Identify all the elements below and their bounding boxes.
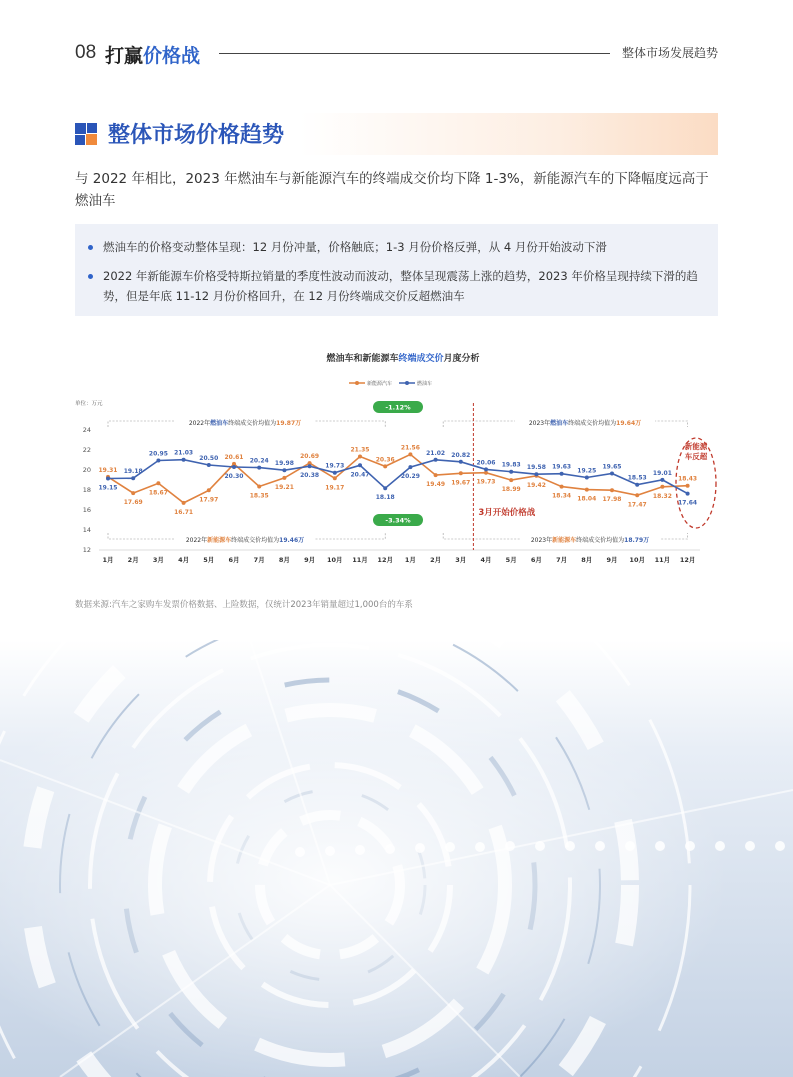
nev-data-label: 21.56 bbox=[400, 444, 420, 452]
fuel-data-label: 19.18 bbox=[123, 468, 143, 476]
nev-data-label: 19.67 bbox=[451, 479, 471, 487]
fuel-point bbox=[610, 472, 614, 476]
x-tick-label: 1月 bbox=[102, 556, 114, 564]
fuel-data-label: 19.98 bbox=[274, 460, 294, 468]
fuel-data-label: 20.30 bbox=[224, 473, 244, 480]
fuel-point bbox=[585, 476, 589, 480]
nev-data-label: 17.47 bbox=[627, 501, 647, 509]
nev-point bbox=[560, 485, 564, 489]
nev-data-label: 18.32 bbox=[652, 492, 672, 500]
fuel-data-label: 20.38 bbox=[300, 472, 320, 480]
nev-data-label: 19.42 bbox=[526, 481, 546, 489]
finding-item: 燃油车的价格变动整体呈现：12 月份冲量，价格触底；1-3 月份价格反弹，从 4 月份开始波动下滑 bbox=[103, 237, 703, 257]
fuel-point bbox=[282, 468, 286, 472]
y-tick-label: 12 bbox=[82, 546, 91, 554]
fuel-change-label: -1.12% bbox=[385, 403, 411, 412]
x-tick-label: 10月 bbox=[327, 556, 343, 564]
fuel-data-label: 21.03 bbox=[174, 449, 194, 457]
nev-point bbox=[408, 452, 412, 456]
chart-svg bbox=[75, 345, 718, 575]
x-tick-label: 4月 bbox=[480, 556, 492, 564]
y-tick-label: 24 bbox=[82, 426, 91, 434]
fuel-point bbox=[383, 486, 387, 490]
price-trend-chart bbox=[75, 345, 718, 575]
x-tick-label: 8月 bbox=[278, 556, 290, 564]
nev-data-label: 17.98 bbox=[602, 496, 622, 504]
fuel-point bbox=[156, 459, 160, 463]
section-title-band bbox=[75, 113, 718, 155]
x-axis bbox=[102, 556, 695, 564]
nev-data-label: 17.97 bbox=[199, 496, 219, 504]
fuel-point bbox=[131, 476, 135, 480]
fuel-point bbox=[459, 460, 463, 464]
data-source-note: 数据来源:汽车之家购车发票价格数据、上险数据，仅统计2023年销量超过1,000台的车系 bbox=[75, 600, 413, 610]
nev-point bbox=[333, 476, 337, 480]
nev-data-label: 20.36 bbox=[375, 456, 395, 464]
section-name: 整体市场发展趋势 bbox=[621, 46, 718, 60]
x-tick-label: 4月 bbox=[178, 556, 190, 564]
y-tick-label: 22 bbox=[82, 446, 91, 454]
x-tick-label: 11月 bbox=[352, 556, 368, 564]
fuel-point bbox=[182, 458, 186, 462]
y-tick-label: 18 bbox=[82, 486, 91, 494]
nev-data-label: 19.49 bbox=[426, 481, 446, 489]
nev-point bbox=[635, 493, 639, 497]
fuel-data-label: 18.53 bbox=[627, 474, 647, 482]
x-tick-label: 7月 bbox=[556, 556, 568, 564]
nev-data-label: 19.73 bbox=[476, 478, 496, 486]
nev-data-label: 19.31 bbox=[98, 466, 118, 474]
legend bbox=[349, 380, 432, 387]
x-tick-label: 6月 bbox=[530, 556, 542, 564]
average-label: 2023年新能源车终端成交价均值为18.79万 bbox=[530, 537, 650, 544]
fuel-point bbox=[635, 483, 639, 487]
x-tick-label: 9月 bbox=[304, 556, 316, 564]
fuel-point bbox=[333, 471, 337, 475]
nev-point bbox=[358, 455, 362, 459]
nev-point bbox=[131, 491, 135, 495]
nev-point bbox=[383, 464, 387, 468]
overtake-label-line1: 新能源 bbox=[684, 442, 708, 451]
y-tick-label: 16 bbox=[82, 506, 91, 514]
x-tick-label: 6月 bbox=[228, 556, 240, 564]
fuel-data-label: 19.58 bbox=[526, 464, 546, 472]
nev-point bbox=[660, 485, 664, 489]
fuel-data-label: 19.73 bbox=[325, 462, 345, 470]
x-tick-label: 8月 bbox=[581, 556, 593, 564]
fuel-data-label: 19.25 bbox=[577, 467, 597, 475]
average-label: 2022年新能源车终端成交价均值为19.46万 bbox=[185, 537, 305, 544]
fuel-point bbox=[232, 465, 236, 469]
data-labels bbox=[99, 444, 698, 516]
key-findings-box bbox=[75, 224, 718, 316]
x-tick-label: 1月 bbox=[404, 556, 416, 564]
brand-highlight: 价格战 bbox=[143, 45, 201, 67]
unit-label: 单位：万元 bbox=[75, 401, 103, 407]
fuel-point bbox=[560, 472, 564, 476]
x-tick-label: 5月 bbox=[203, 556, 215, 564]
page-header bbox=[75, 38, 718, 68]
y-tick-label: 20 bbox=[82, 466, 91, 474]
legend-nev: 新能源汽车 bbox=[367, 381, 393, 387]
fuel-data-label: 19.65 bbox=[602, 463, 622, 471]
report-brand bbox=[105, 41, 200, 68]
x-tick-label: 11月 bbox=[654, 556, 671, 564]
fuel-point bbox=[358, 463, 362, 467]
fuel-point bbox=[484, 467, 488, 471]
x-tick-label: 12月 bbox=[679, 556, 696, 564]
fuel-data-label: 20.24 bbox=[249, 457, 269, 465]
fuel-data-label: 19.01 bbox=[652, 469, 672, 477]
fuel-data-label: 20.95 bbox=[148, 450, 168, 458]
fuel-data-label: 21.02 bbox=[426, 449, 446, 457]
nev-data-label: 17.69 bbox=[123, 499, 143, 507]
fuel-data-label: 20.50 bbox=[199, 455, 219, 462]
squares-icon bbox=[75, 123, 97, 145]
fuel-data-label: 20.82 bbox=[451, 451, 471, 459]
nev-point bbox=[509, 478, 513, 482]
nev-data-label: 21.35 bbox=[350, 446, 370, 454]
nev-data-label: 18.34 bbox=[552, 492, 572, 500]
legend-fuel: 燃油车 bbox=[417, 381, 433, 387]
x-tick-label: 3月 bbox=[152, 556, 164, 564]
nev-point bbox=[207, 488, 211, 492]
nev-data-label: 18.67 bbox=[148, 489, 168, 497]
fuel-data-label: 17.64 bbox=[678, 499, 698, 507]
nev-data-label: 18.43 bbox=[678, 475, 698, 483]
fuel-point bbox=[534, 472, 538, 476]
nev-point bbox=[182, 501, 186, 505]
nev-data-label: 20.61 bbox=[224, 453, 244, 461]
fuel-data-label: 20.29 bbox=[400, 473, 420, 481]
x-tick-label: 12月 bbox=[377, 556, 393, 564]
fuel-point bbox=[257, 466, 261, 470]
x-tick-label: 10月 bbox=[629, 556, 645, 564]
nev-point bbox=[282, 476, 286, 480]
nev-data-label: 19.21 bbox=[274, 483, 294, 491]
fuel-data-label: 19.83 bbox=[501, 461, 521, 469]
fuel-point bbox=[106, 477, 110, 481]
fuel-point bbox=[509, 470, 513, 474]
fuel-point bbox=[660, 478, 664, 482]
nev-point bbox=[686, 484, 690, 488]
nev-data-label: 16.71 bbox=[174, 508, 194, 516]
x-tick-label: 2月 bbox=[430, 556, 442, 564]
fuel-data-label: 20.47 bbox=[350, 471, 370, 479]
header-divider bbox=[219, 53, 610, 54]
nev-point bbox=[257, 485, 261, 489]
fuel-data-label: 18.18 bbox=[375, 494, 395, 502]
decorative-background bbox=[0, 640, 793, 1077]
nev-data-label: 19.17 bbox=[325, 484, 345, 492]
brand-prefix: 打赢 bbox=[105, 45, 144, 67]
nev-data-label: 18.35 bbox=[249, 492, 269, 500]
fuel-data-label: 19.63 bbox=[552, 463, 572, 471]
x-tick-label: 7月 bbox=[253, 556, 265, 564]
nev-point bbox=[156, 481, 160, 485]
fuel-point bbox=[434, 458, 438, 462]
x-tick-label: 5月 bbox=[505, 556, 517, 564]
nev-point bbox=[610, 488, 614, 492]
finding-item: 2022 年新能源车价格受特斯拉销量的季度性波动而波动，整体呈现震荡上涨的趋势，2023 年价格呈现持续下滑的趋势，但是年底 11-12 月份价格回升，在 12 月份终端成交价反超燃油车 bbox=[103, 266, 703, 306]
x-tick-label: 9月 bbox=[606, 556, 618, 564]
fuel-point bbox=[207, 463, 211, 467]
nev-change-label: -3.34% bbox=[385, 516, 411, 525]
y-tick-label: 14 bbox=[82, 526, 91, 534]
average-label: 2023年燃油车终端成交价均值为19.64万 bbox=[528, 420, 642, 427]
fuel-point bbox=[408, 465, 412, 469]
fuel-point bbox=[686, 492, 690, 496]
nev-point bbox=[434, 473, 438, 477]
overtake-label-line2: 车反超 bbox=[684, 452, 708, 461]
fuel-data-label: 20.06 bbox=[476, 459, 496, 467]
page-number: 08 bbox=[75, 42, 97, 63]
fuel-point bbox=[308, 464, 312, 468]
x-tick-label: 2月 bbox=[127, 556, 139, 564]
x-tick-label: 3月 bbox=[455, 556, 467, 564]
price-war-label: 3月开始价格战 bbox=[478, 508, 536, 518]
nev-data-label: 18.99 bbox=[501, 486, 521, 494]
nev-point bbox=[585, 488, 589, 492]
intro-paragraph: 与 2022 年相比，2023 年燃油车与新能源汽车的终端成交价均下降 1-3%，新能源汽车的下降幅度远高于燃油车 bbox=[75, 171, 709, 209]
chart-title: 燃油车和新能源车终端成交价月度分析 bbox=[326, 354, 480, 364]
average-label: 2022年燃油车终端成交价均值为19.87万 bbox=[188, 420, 302, 427]
nev-point bbox=[459, 471, 463, 475]
nev-data-label: 18.04 bbox=[577, 495, 597, 503]
nev-data-label: 20.69 bbox=[300, 453, 320, 461]
fuel-data-label: 19.15 bbox=[98, 484, 118, 492]
section-title: 整体市场价格趋势 bbox=[108, 123, 285, 148]
